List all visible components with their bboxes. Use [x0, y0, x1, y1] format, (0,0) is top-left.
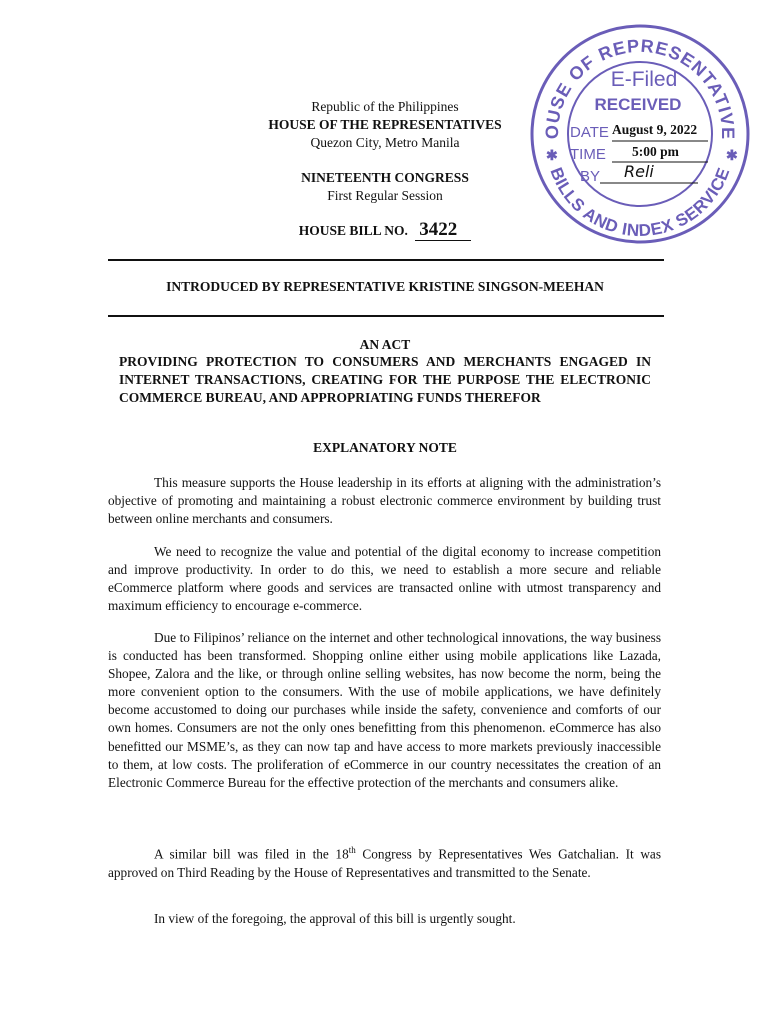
act-title: PROVIDING PROTECTION TO CONSUMERS AND MERCHANTS ENGAGED IN INTERNET TRANSACTIONS, CREATING FOR THE PURPOSE THE ELECTRONIC COMMERCE BUREAU, AND APPROPRIATING FUNDS THEREFOR	[119, 354, 651, 405]
bill-number: 3422	[415, 220, 471, 241]
location-line: Quezon City, Metro Manila	[310, 135, 460, 150]
explanatory-note-heading: EXPLANATORY NOTE	[313, 440, 457, 455]
stamp-efiled: E-Filed	[610, 68, 678, 91]
act-heading: AN ACT	[359, 337, 411, 352]
stamp-date-label: DATE	[570, 124, 609, 141]
stamp-date-value: August 9, 2022	[612, 122, 698, 137]
introduced-by: INTRODUCED BY REPRESENTATIVE KRISTINE SINGSON-MEEHAN	[166, 279, 604, 294]
paragraph-3: Due to Filipinos’ reliance on the internet and other technological innovations, the way business is conducted has been transformed. Shopping online either using mobile applications like Lazada, Shopee, Zalora and the like, or through online selling websites, has now become the norm, being the more convenient option to the consumers. With the use of mobile applications, we have definitely become accustomed to doing our purchases while inside the safety, convenience and comforts of our own homes. Consumers are not the only ones benefitting from this phenomenon. eCommerce has also benefitted our MSME’s, as they can now tap and have access to more markets previously inaccessible to them, at low costs. The proliferation of eCommerce in our country necessitates the creation of an Electronic Commerce Bureau for the effective protection of the merchants and consumers alike.	[108, 630, 661, 790]
congress-line: NINETEENTH CONGRESS	[301, 170, 469, 185]
stamp-time-label: TIME	[570, 146, 606, 163]
stamp-received: RECEIVED	[594, 95, 682, 114]
divider-bottom	[108, 315, 664, 317]
e-filed-stamp	[528, 22, 752, 246]
republic-line: Republic of the Philippines	[311, 99, 459, 114]
stamp-by-label: BY	[580, 168, 601, 185]
paragraph-4	[108, 841, 661, 882]
house-name: HOUSE OF THE REPRESENTATIVES	[268, 117, 502, 132]
bill-label: HOUSE BILL NO.	[298, 223, 408, 238]
stamp-signature: Reli	[624, 162, 654, 181]
paragraph-1: This measure supports the House leadership in its efforts at aligning with the administration’s objective of promoting and maintaining a robust electronic commerce environment by building trust between online merchants and consumers.	[108, 475, 661, 527]
ordinal-suffix: th	[348, 845, 356, 855]
stamp-time-value: 5:00 pm	[632, 144, 679, 159]
stamp-ring-top-text: OUSE OF REPRESENTATIVE	[541, 35, 739, 141]
paragraph-4-start: A similar bill was filed in the 18	[154, 846, 349, 862]
paragraph-4-end: Congress by Representatives Wes Gatchalian. It was approved on Third Reading by the House of Representatives and transmitted to the Senate.	[108, 846, 661, 880]
stamp-ring-bottom-text: BILLS AND INDEX SERVICE	[546, 164, 734, 241]
paragraph-5: In view of the foregoing, the approval of this bill is urgently sought.	[154, 911, 516, 926]
session-line: First Regular Session	[327, 188, 443, 203]
star-right-icon: ✱	[726, 147, 738, 163]
star-left-icon: ✱	[546, 147, 558, 163]
divider-top	[108, 259, 664, 261]
paragraph-2: We need to recognize the value and potential of the digital economy to increase competition and improve productivity. In order to do this, we need to establish a more secure and reliable eCommerce platform where goods and services are transacted online with utmost transparency and maximum efficiency to encourage e-commerce.	[108, 544, 661, 614]
